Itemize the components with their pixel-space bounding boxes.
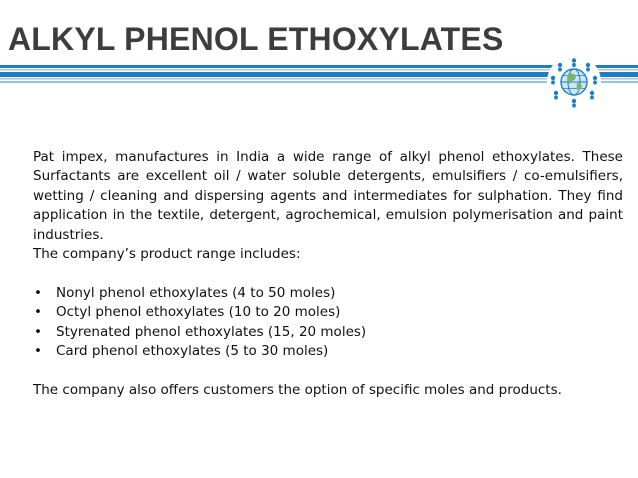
- list-item: [33, 342, 623, 361]
- product-list: [33, 284, 623, 362]
- bullet-icon: •: [34, 304, 42, 321]
- intro-paragraph: Pat impex, manufactures in India a wide range of alkyl phenol ethoxylates. These Surfactants are excellent oil / water soluble detergents, emulsifiers / co-emulsifiers, wetting / cleaning and dispersing agents and intermediates for sulphation. They find application in the textile, detergent, agrochemical, emulsion polymerisation and paint industries.: [33, 149, 623, 243]
- bullet-icon: •: [34, 343, 42, 360]
- list-item: [33, 323, 623, 342]
- product-range-heading: The company’s product range includes:: [33, 246, 301, 263]
- list-item-label: Styrenated phenol ethoxylates (15, 20 moles): [56, 323, 367, 340]
- list-item-label: Nonyl phenol ethoxylates (4 to 50 moles): [56, 284, 336, 301]
- closing-paragraph: The company also offers customers the option of specific moles and products.: [33, 381, 562, 398]
- header-stripes: [0, 65, 638, 85]
- slide-body: [33, 148, 623, 400]
- list-item: [33, 284, 623, 303]
- slide-title: ALKYL PHENOL ETHOXYLATES: [8, 21, 504, 57]
- list-item-label: Octyl phenol ethoxylates (10 to 20 moles): [56, 304, 341, 321]
- list-item-label: Card phenol ethoxylates (5 to 30 moles): [56, 343, 329, 360]
- list-item: [33, 303, 623, 322]
- globe-people-icon: [546, 56, 602, 108]
- bullet-icon: •: [34, 284, 42, 301]
- bullet-icon: •: [34, 323, 42, 340]
